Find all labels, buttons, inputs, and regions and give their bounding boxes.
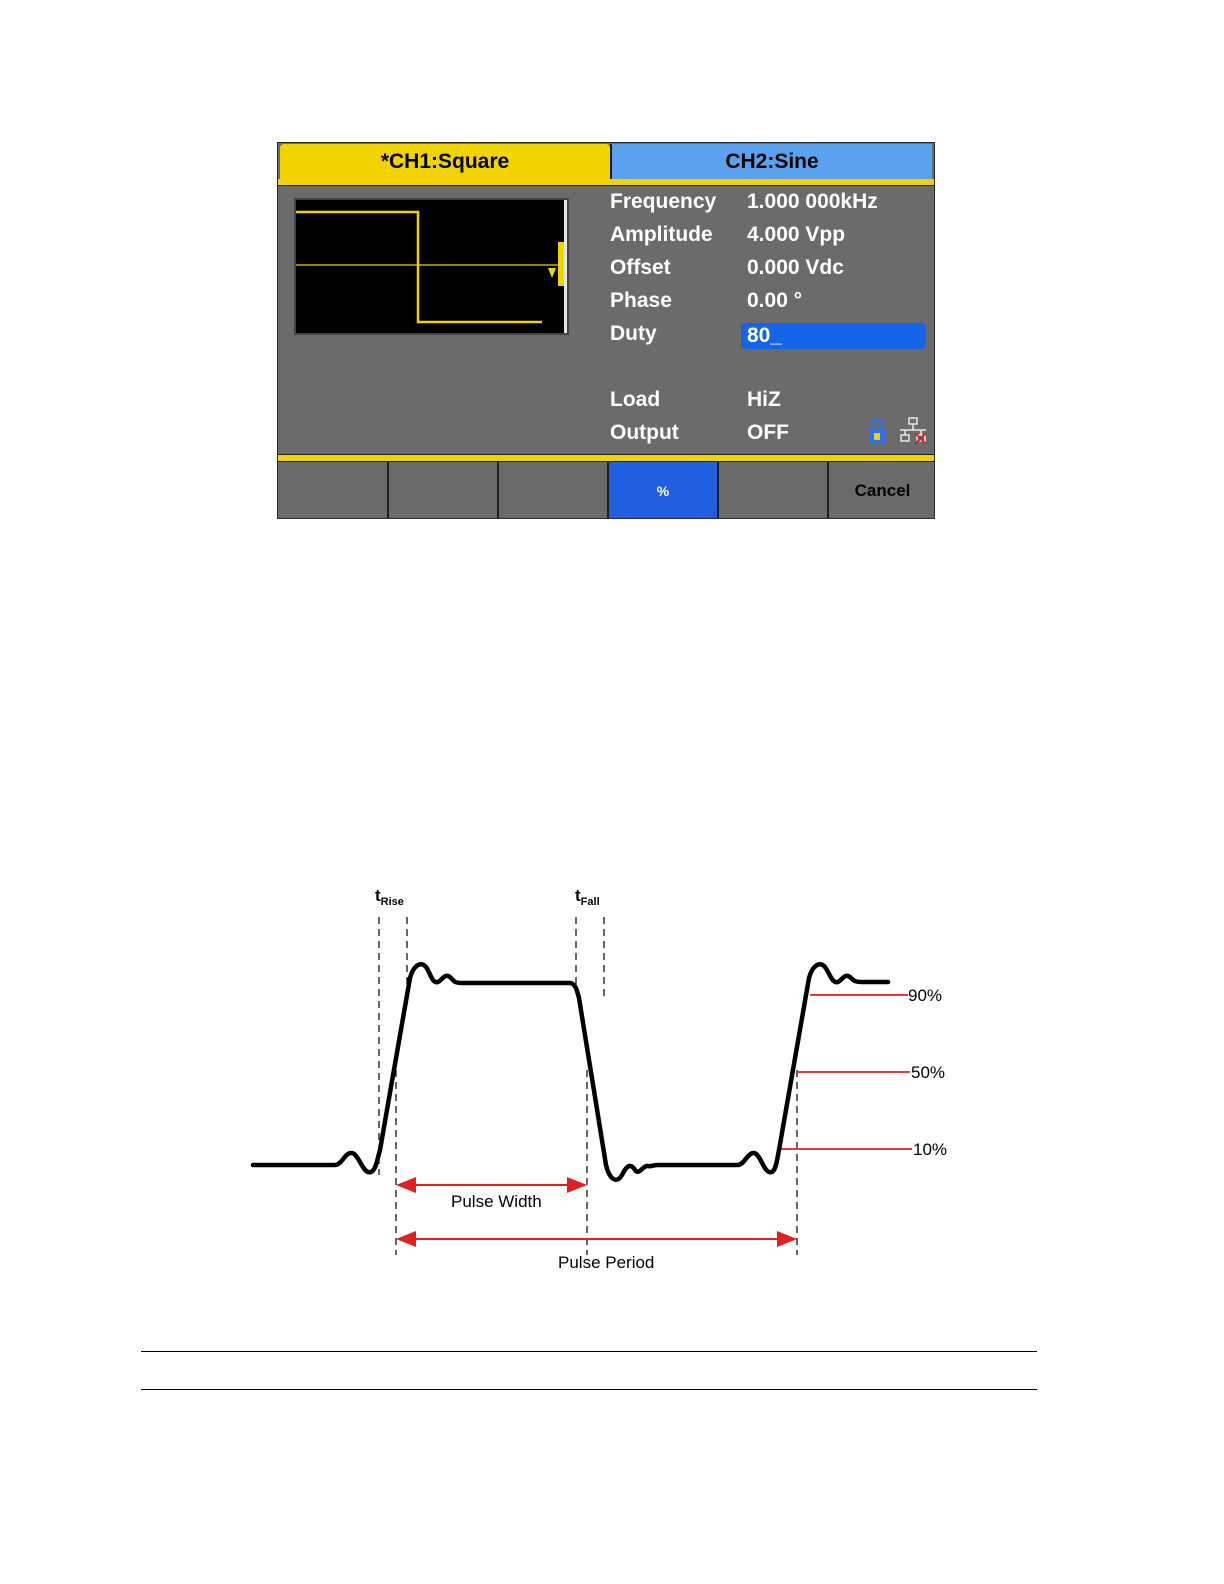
tab-ch1[interactable]: *CH1:Square bbox=[280, 144, 610, 179]
duty-input-field[interactable]: 80_ bbox=[741, 323, 926, 349]
t-fall-label: $t_{Fall}$ bbox=[575, 886, 600, 908]
param-value-output[interactable]: OFF bbox=[747, 421, 789, 444]
tab-ch2[interactable]: CH2:Sine bbox=[610, 144, 932, 179]
pulse-timing-diagram bbox=[0, 860, 1224, 1290]
param-label-duty[interactable]: Duty bbox=[610, 322, 657, 345]
param-value-load[interactable]: HiZ bbox=[747, 388, 781, 411]
level-90-label: 90% bbox=[908, 986, 943, 1005]
timing-guide-lines bbox=[379, 917, 797, 1255]
square-waveform-trace bbox=[296, 212, 542, 322]
softkey-2[interactable] bbox=[389, 462, 499, 519]
softkey-3[interactable] bbox=[499, 462, 609, 519]
param-label-load[interactable]: Load bbox=[610, 388, 661, 411]
softkey-1[interactable] bbox=[278, 462, 389, 519]
horizontal-rule-top bbox=[141, 1351, 1037, 1352]
waveform-preview bbox=[294, 198, 569, 335]
param-label-offset[interactable]: Offset bbox=[610, 256, 671, 279]
param-label-output[interactable]: Output bbox=[610, 421, 679, 444]
level-10-label: 10% bbox=[913, 1140, 948, 1159]
softkey-5[interactable] bbox=[719, 462, 829, 519]
pulse-width-label: Pulse Width bbox=[451, 1192, 542, 1211]
param-value-frequency[interactable]: 1.000 000kHz bbox=[747, 190, 878, 213]
pulse-period-label: Pulse Period bbox=[558, 1253, 655, 1272]
cancel-button[interactable]: Cancel bbox=[829, 462, 935, 519]
tab-underline bbox=[278, 179, 935, 186]
param-label-amplitude[interactable]: Amplitude bbox=[610, 223, 713, 246]
param-label-frequency[interactable]: Frequency bbox=[610, 190, 717, 213]
scrollbar-track bbox=[564, 200, 567, 333]
level-50-label: 50% bbox=[911, 1063, 946, 1082]
down-arrow-icon bbox=[548, 268, 556, 278]
t-rise-label: $t_{Rise}$ bbox=[375, 886, 404, 908]
softkey-divider bbox=[278, 454, 935, 462]
waveform-preview-graphic bbox=[296, 200, 567, 333]
network-icon bbox=[898, 417, 928, 445]
horizontal-rule-bottom bbox=[141, 1389, 1037, 1390]
param-value-phase[interactable]: 0.00 ° bbox=[747, 289, 803, 312]
param-value-amplitude[interactable]: 4.000 Vpp bbox=[747, 223, 846, 246]
percent-unit-button[interactable]: % bbox=[609, 462, 719, 519]
lock-icon bbox=[868, 418, 886, 444]
pulse-waveform bbox=[253, 964, 888, 1180]
param-label-phase[interactable]: Phase bbox=[610, 289, 672, 312]
param-value-offset[interactable]: 0.000 Vdc bbox=[747, 256, 844, 279]
waveform-generator-screen bbox=[277, 142, 935, 519]
level-marker-bar bbox=[558, 242, 564, 286]
